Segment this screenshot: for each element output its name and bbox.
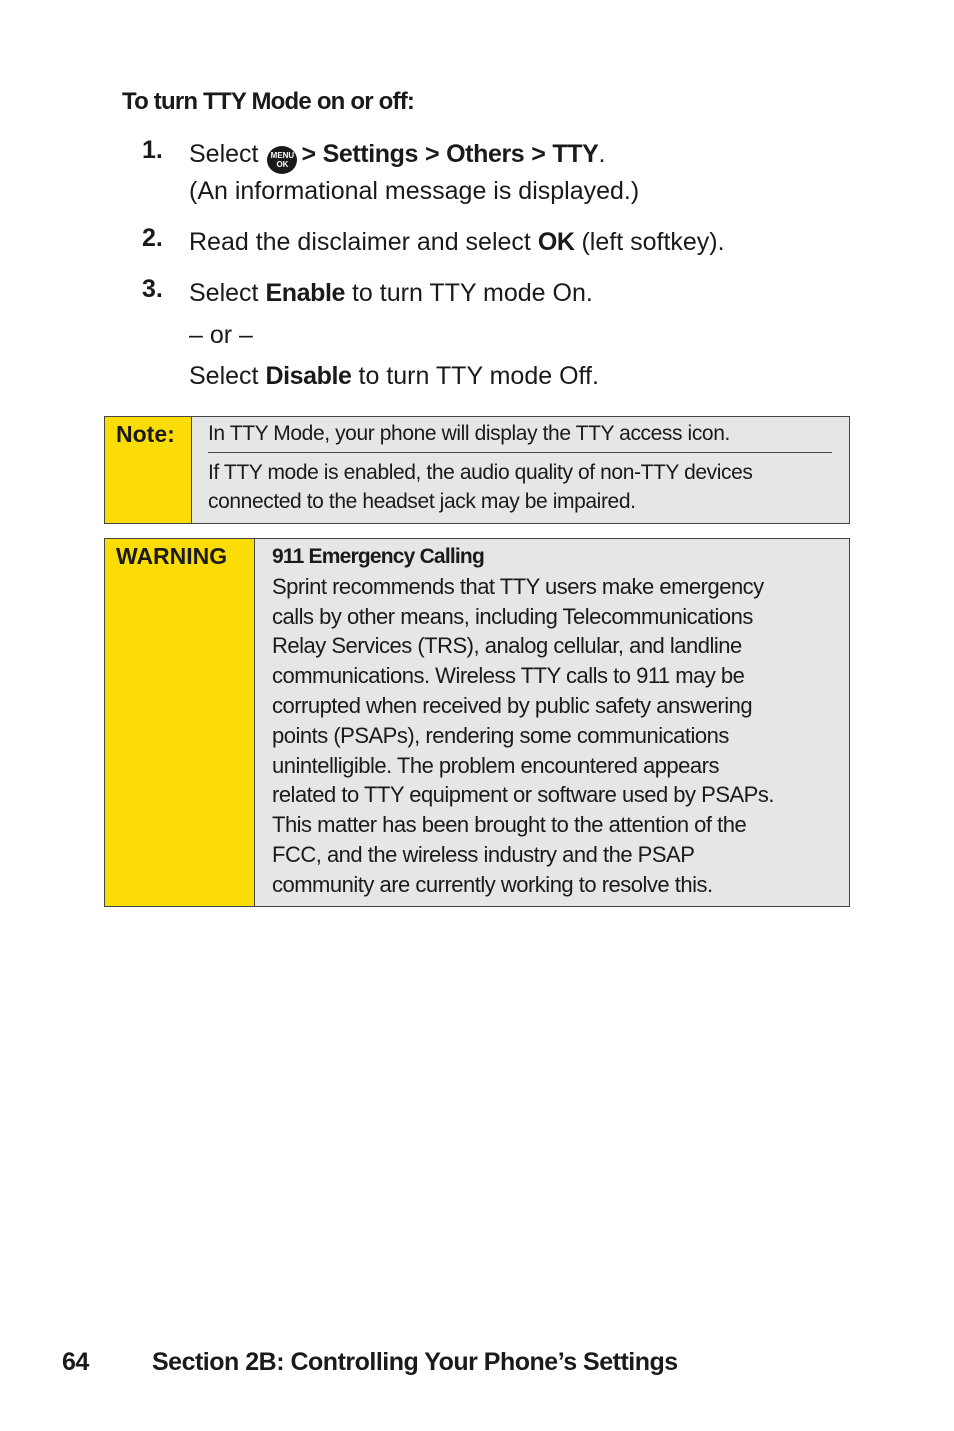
menu-path-sep-3: >	[531, 140, 546, 168]
warning-line: points (PSAPs), rendering some communications	[272, 722, 729, 748]
warning-line: corrupted when received by public safety answering	[272, 692, 753, 718]
warning-line: Relay Services (TRS), analog cellular, and landline	[272, 633, 742, 659]
step-3-or: – or –	[189, 321, 253, 349]
note-line-3: connected to the headset jack may be impaired.	[208, 490, 636, 513]
disable-option-label: Disable	[265, 362, 352, 390]
ok-softkey-label: OK	[537, 228, 575, 256]
warning-box	[104, 538, 850, 907]
step-2-number: 2.	[142, 224, 163, 252]
step-1-text: Select MENU OK > Settings > Others > TTY.	[189, 136, 605, 174]
step-3-alt-text: Select Disable to turn TTY mode Off.	[189, 362, 599, 390]
warning-title: 911 Emergency Calling	[272, 545, 484, 568]
warning-line: unintelligible. The problem encountered appears	[272, 752, 719, 778]
note-line-1: In TTY Mode, your phone will display the TTY access icon.	[208, 422, 730, 445]
step-1-line2: (An informational message is displayed.)	[189, 177, 640, 205]
enable-option-label: Enable	[265, 279, 346, 307]
warning-content	[272, 542, 774, 900]
menu-path-sep-2: >	[424, 140, 440, 168]
note-label: Note:	[105, 417, 192, 523]
menu-path-settings: Settings	[322, 140, 419, 168]
warning-line: communications. Wireless TTY calls to 911 may be	[272, 663, 745, 689]
page-number: 64	[62, 1348, 89, 1376]
step-1-number: 1.	[142, 136, 163, 164]
step-2-text: Read the disclaimer and select OK (left softkey).	[189, 228, 725, 256]
step-3-number: 3.	[142, 275, 163, 303]
warning-line: This matter has been brought to the attention of the	[272, 812, 747, 838]
warning-line: FCC, and the wireless industry and the PSAP	[272, 841, 695, 867]
note-divider	[208, 452, 832, 453]
menu-ok-icon: MENU OK	[267, 146, 297, 174]
warning-line: related to TTY equipment or software used by PSAPs.	[272, 782, 774, 808]
warning-line: community are currently working to resolve this.	[272, 871, 713, 897]
step-1-pre: Select	[189, 140, 259, 168]
note-box	[104, 416, 850, 524]
warning-line: Sprint recommends that TTY users make emergency	[272, 573, 764, 599]
section-title: Section 2B: Controlling Your Phone’s Settings	[152, 1348, 678, 1376]
warning-label: WARNING	[105, 539, 255, 906]
menu-path-sep-1: >	[301, 140, 316, 168]
menu-path-tty: TTY	[552, 140, 599, 168]
menu-path-others: Others	[446, 140, 525, 168]
page-heading: To turn TTY Mode on or off:	[122, 88, 415, 115]
step-3-text: Select Enable to turn TTY mode On.	[189, 279, 593, 307]
note-line-2: If TTY mode is enabled, the audio quality of non-TTY devices	[208, 461, 753, 484]
warning-line: calls by other means, including Telecommunications	[272, 603, 753, 629]
